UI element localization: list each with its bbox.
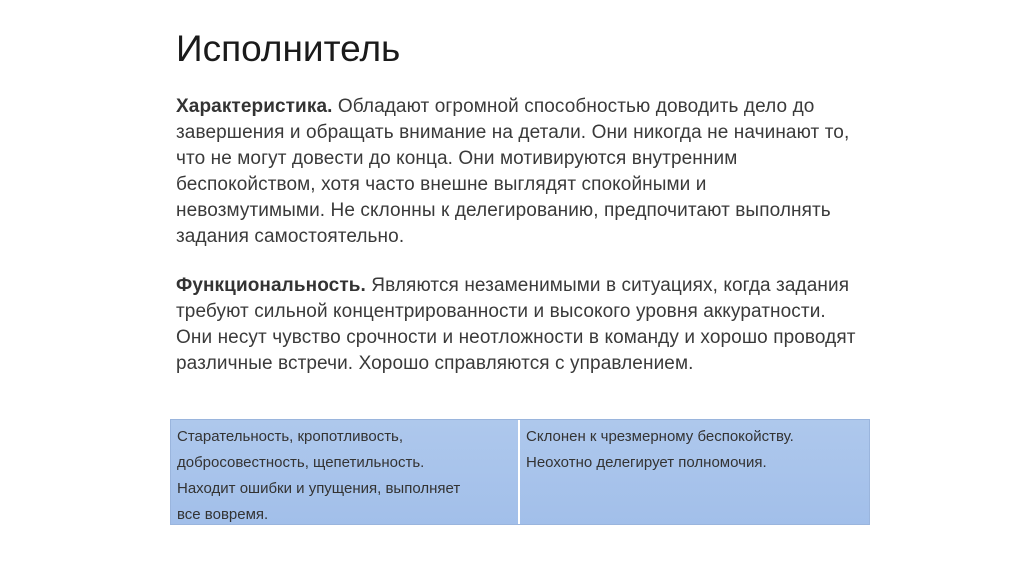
characteristic-lead: Характеристика.	[176, 96, 333, 117]
traits-table	[170, 419, 870, 525]
weaknesses-line: Склонен к чрезмерному беспокойству.	[526, 428, 794, 445]
functionality-paragraph	[176, 273, 856, 377]
characteristic-text: Обладают огромной способностью доводить дело до завершения и обращать внимание на детали. Они никогда не начинают то, что не могут довести до конца. Они мотивируются внутренним беспокойством, хотя часто внешне выглядят спокойными и невозмутимыми. Не склонны к делегированию, предпочитают выполнять задания самостоятельно.	[176, 96, 850, 247]
weaknesses-line: Неохотно делегирует полномочия.	[526, 454, 767, 471]
strengths-line: Находит ошибки и упущения, выполняет	[177, 480, 461, 497]
strengths-line: все вовремя.	[177, 506, 269, 523]
slide-title: Исполнитель	[176, 28, 401, 69]
weaknesses-cell	[520, 420, 869, 524]
strengths-line: Старательность, кропотливость,	[177, 428, 404, 445]
characteristic-paragraph	[176, 94, 856, 250]
functionality-text: Являются незаменимыми в ситуациях, когда задания требуют сильной концентрированности и высокого уровня аккуратности. Они несут чувство срочности и неотложности в команду и хорошо проводят различные встречи. Хорошо справляются с управлением.	[176, 275, 856, 374]
strengths-line: добросовестность, щепетильность.	[177, 454, 425, 471]
strengths-cell	[171, 420, 520, 524]
functionality-lead: Функциональность.	[176, 275, 366, 296]
